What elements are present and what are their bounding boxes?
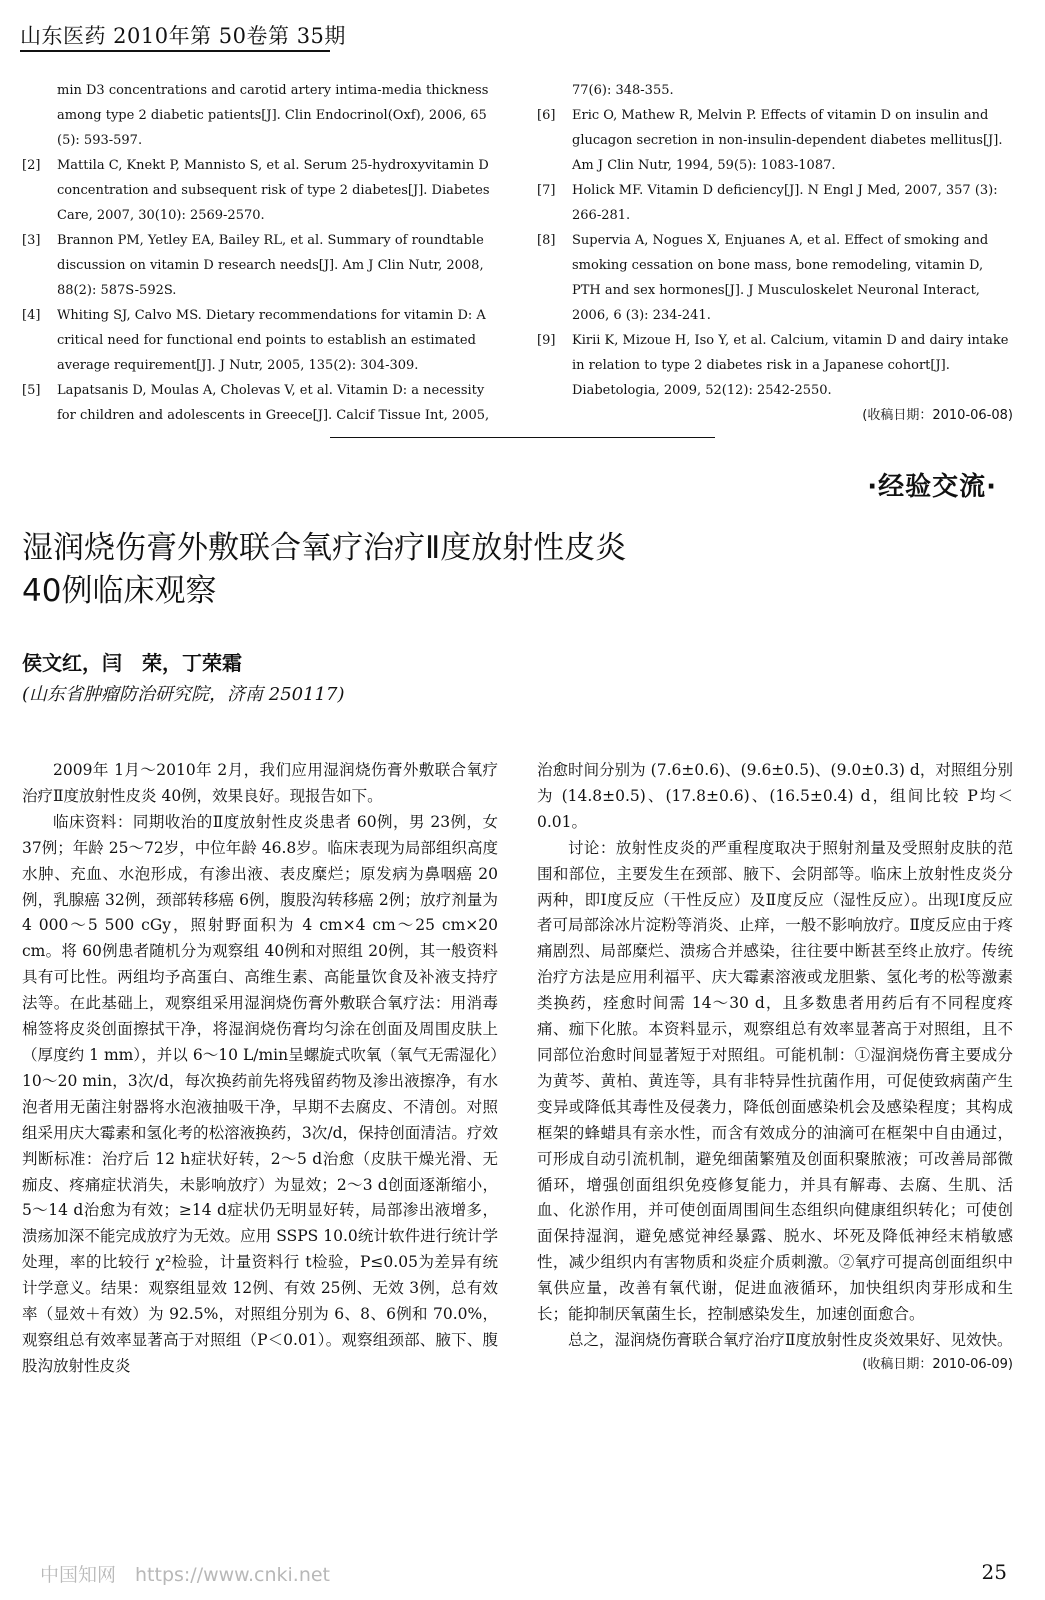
reference-item bbox=[537, 178, 1013, 228]
article-body-right bbox=[537, 758, 1013, 1378]
body-paragraph: 临床资料：同期收治的Ⅱ度放射性皮炎患者 60例，男 23例，女 37例；年龄 25～72岁，中位年龄 46.8岁。临床表现为局部组织高度水肿、充血、水泡形成，有渗出液、表皮糜烂；原发病为鼻咽癌 20例，乳腺癌 32例，颈部转移癌 6例，腹股沟转移癌 2例；放疗剂量为 4 000～5 500 cGy，照射野面积为 4 cm×4 cm～25 cm×20 cm。将 60例患者随机分为观察组 40例和对照组 20例，其一般资料具有可比性。两组均予高蛋白、高维生素、高能量饮食及补液支持疗法等。在此基础上，观察组采用湿润烧伤膏外敷联合氧疗法：用消毒棉签将皮炎创面擦拭干净，将湿润烧伤膏均匀涂在创面及周围皮肤上（厚度约 1 mm），并以 6～10 L/min呈螺旋式吹氧（氧气无需湿化）10～20 min，3次/d，每次换药前先将残留药物及渗出液擦净，有水泡者用无菌注射器将水泡液抽吸干净，早期不去腐皮、不清创。对照组采用庆大霉素和氢化考的松溶液换药，3次/d，保持创面清洁。疗效判断标准：治疗后 12 h症状好转，2～5 d治愈（皮肤干燥光滑、无痂皮、疼痛症状消失，未影响放疗）为显效；2～3 d创面逐渐缩小，5～14 d治愈为有效；≥14 d症状仍无明显好转，局部渗出液增多，溃疡加深不能完成放疗为无效。应用 SSPS 10.0统计软件进行统计学处理，率的比较行 χ²检验，计量资料行 t检验，P≤0.05为差异有统计学意义。结果：观察组显效 12例、有效 25例、无效 3例，总有效率（显效＋有效）为 92.5%，对照组分别为 6、8、6例和 70.0%，观察组总有效率显著高于对照组（P＜0.01）。观察组颈部、腋下、腹股沟放射性皮炎 bbox=[22, 812, 498, 1375]
reference-item bbox=[22, 378, 498, 428]
reference-number: [6] bbox=[537, 108, 556, 123]
article-title bbox=[22, 527, 742, 613]
article-authors: 侯文红，闫 荣，丁荣霜 bbox=[22, 651, 242, 675]
reference-item bbox=[537, 328, 1013, 403]
reference-text: Lapatsanis D, Moulas A, Cholevas V, et al. Vitamin D: a necessity for children and adolescents in Greece[J]. Calcif Tissue Int, 2005, bbox=[57, 383, 490, 423]
reference-item bbox=[22, 78, 498, 153]
references-received-date: (收稿日期：2010-06-08) bbox=[862, 408, 1013, 423]
reference-text: min D3 concentrations and carotid artery intima-media thickness among type 2 diabetic patients[J]. Clin Endocrinol(Oxf), 2006, 65 (5): 593-597. bbox=[57, 83, 489, 148]
reference-number: [7] bbox=[537, 183, 556, 198]
reference-item bbox=[22, 153, 498, 228]
reference-item bbox=[537, 103, 1013, 178]
body-paragraph: 2009年 1月～2010年 2月，我们应用湿润烧伤膏外敷联合氧疗治疗Ⅱ度放射性皮炎 40例，效果良好。现报告如下。 bbox=[22, 761, 498, 805]
article-received-date: (收稿日期：2010-06-09) bbox=[862, 1356, 1013, 1372]
reference-text: Brannon PM, Yetley EA, Bailey RL, et al. Summary of roundtable discussion on vitamin D research needs[J]. Am J Clin Nutr, 2008, 88(2): 587S-592S. bbox=[57, 233, 484, 298]
reference-number: [5] bbox=[22, 383, 41, 398]
reference-text: 77(6): 348-355. bbox=[572, 83, 674, 98]
title-line-2: 40例临床观察 bbox=[22, 573, 217, 609]
reference-number: [2] bbox=[22, 158, 41, 173]
reference-item bbox=[22, 228, 498, 303]
references-left-column bbox=[22, 78, 498, 428]
running-head: 山东医药 2010年第 50卷第 35期 bbox=[20, 24, 346, 48]
reference-number: [3] bbox=[22, 233, 41, 248]
article-affiliation: (山东省肿瘤防治研究院，济南 250117) bbox=[22, 684, 345, 705]
column-label: ·经验交流· bbox=[867, 472, 997, 502]
body-paragraph: 讨论：放射性皮炎的严重程度取决于照射剂量及受照射皮肤的范围和部位，主要发生在颈部、腋下、会阴部等。临床上放射性皮炎分两种，即Ⅰ度反应（干性反应）及Ⅱ度反应（湿性反应）。出现Ⅰ度反应者可局部涂冰片淀粉等消炎、止痒，一般不影响放疗。Ⅱ度反应由于疼痛剧烈、局部糜烂、溃疡合并感染，往往要中断甚至终止放疗。传统治疗方法是应用利福平、庆大霉素溶液或龙胆紫、氢化考的松等激素类换药，痊愈时间需 14～30 d，且多数患者用药后有不同程度疼痛、痂下化脓。本资料显示，观察组总有效率显著高于对照组，且不同部位治愈时间显著短于对照组。可能机制：①湿润烧伤膏主要成分为黄芩、黄柏、黄连等，具有非特异性抗菌作用，可促使致病菌产生变异或降低其毒性及侵袭力，降低创面感染机会及感染程度；其构成框架的蜂蜡具有亲水性，而含有效成分的油滴可在框架中自由通过，可形成自动引流机制，避免细菌繁殖及创面积聚脓液；可改善局部微循环，增强创面组织免疫修复能力，并具有解毒、去腐、生肌、活血、化淤作用，并可使创面周围间生态组织向健康组织转化；可使创面保持湿润，避免感觉神经暴露、脱水、坏死及降低神经末梢敏感性，减少组织内有害物质和炎症介质刺激。②氧疗可提高创面组织中氧供应量，改善有氧代谢，促进血液循环，加快组织肉芽形成和生长；能抑制厌氧菌生长，控制感染发生，加速创面愈合。 bbox=[537, 838, 1013, 1324]
body-paragraph: 治愈时间分别为 (7.6±0.6)、(9.6±0.5)、(9.0±0.3) d，对照组分别为 (14.8±0.5)、(17.8±0.6)、(16.5±0.4) d，组间比较 P均＜0.01。 bbox=[537, 761, 1013, 831]
reference-number: [4] bbox=[22, 308, 41, 323]
reference-item bbox=[537, 78, 1013, 103]
reference-text: Holick MF. Vitamin D deficiency[J]. N Engl J Med, 2007, 357 (3): 266-281. bbox=[572, 183, 998, 223]
section-separator bbox=[330, 437, 715, 438]
reference-text: Eric O, Mathew R, Melvin P. Effects of vitamin D on insulin and glucagon secretion in non-insulin-dependent diabetes mellitus[J]. Am J Clin Nutr, 1994, 59(5): 1083-1087. bbox=[572, 108, 1003, 173]
reference-text: Mattila C, Knekt P, Mannisto S, et al. Serum 25-hydroxyvitamin D concentration and subsequent risk of type 2 diabetes[J]. Diabetes Care, 2007, 30(10): 2569-2570. bbox=[57, 158, 490, 223]
reference-text: Supervia A, Nogues X, Enjuanes A, et al. Effect of smoking and smoking cessation on bone mass, bone remodeling, vitamin D, PTH and sex hormones[J]. J Musculoskelet Neuronal Interact, 2006, 6 (3): 234-241. bbox=[572, 233, 989, 323]
cnki-watermark: 中国知网 https://www.cnki.net bbox=[40, 1564, 331, 1586]
reference-number: [9] bbox=[537, 333, 556, 348]
reference-text: Kirii K, Mizoue H, Iso Y, et al. Calcium, vitamin D and dairy intake in relation to type 2 diabetes risk in a Japanese cohort[J]. Diabetologia, 2009, 52(12): 2542-2550. bbox=[572, 333, 1009, 398]
title-line-1: 湿润烧伤膏外敷联合氧疗治疗Ⅱ度放射性皮炎 bbox=[22, 530, 627, 566]
article-body-left bbox=[22, 758, 498, 1380]
header-rule bbox=[20, 50, 330, 52]
reference-item bbox=[537, 228, 1013, 328]
reference-text: Whiting SJ, Calvo MS. Dietary recommendations for vitamin D: A critical need for functional end points to establish an estimated average requirement[J]. J Nutr, 2005, 135(2): 304-309. bbox=[57, 308, 486, 373]
body-paragraph: 总之，湿润烧伤膏联合氧疗治疗Ⅱ度放射性皮炎效果好、见效快。 bbox=[568, 1330, 1013, 1349]
page-number: 25 bbox=[981, 1560, 1007, 1584]
reference-number: [8] bbox=[537, 233, 556, 248]
references-right-column bbox=[537, 78, 1013, 428]
reference-item bbox=[22, 303, 498, 378]
